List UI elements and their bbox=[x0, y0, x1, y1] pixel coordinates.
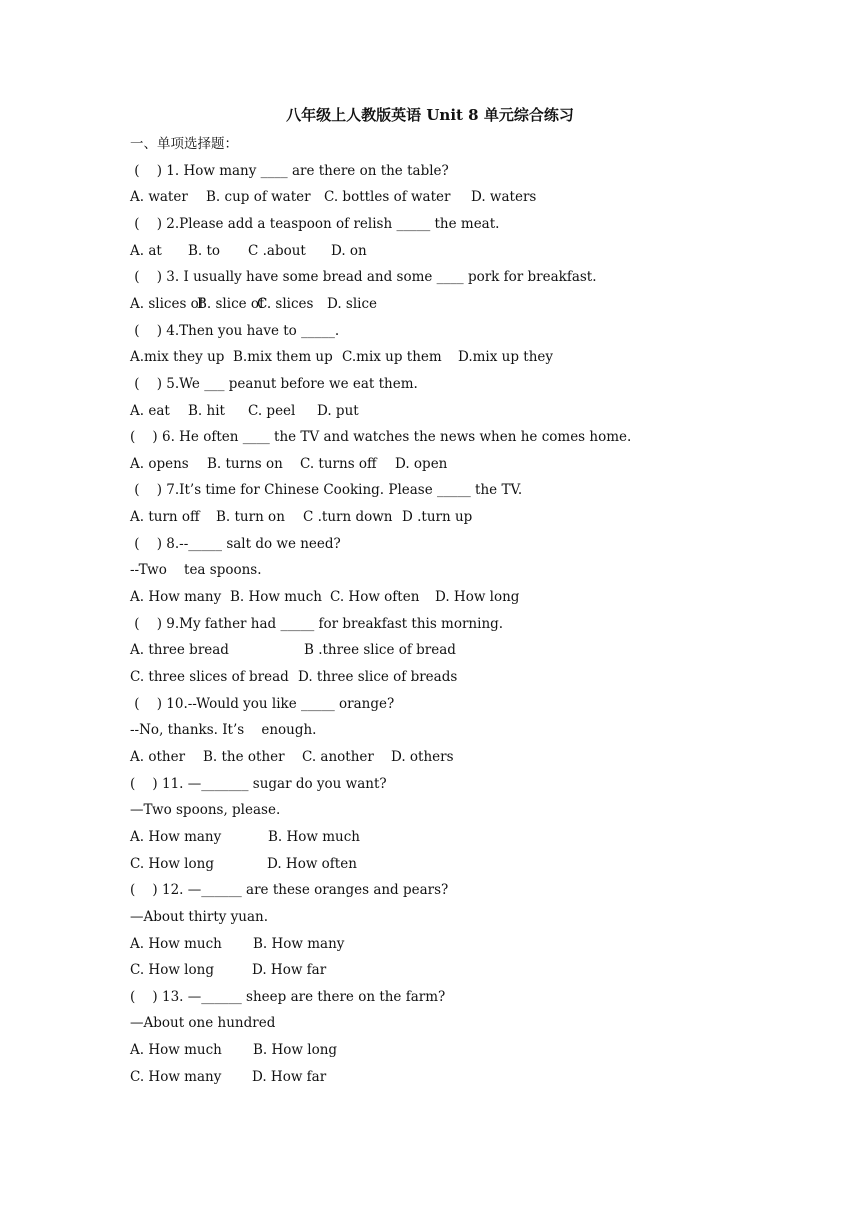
document-title: 八年级上人教版英语 Unit 8 单元综合练习 bbox=[286, 106, 574, 124]
option-c: C. another bbox=[302, 748, 374, 765]
option-c: C. How often bbox=[330, 589, 420, 606]
option-a: A. How much bbox=[130, 935, 222, 952]
option-b: B. the other bbox=[203, 748, 285, 765]
option-c: C.mix up them bbox=[342, 349, 442, 366]
option-d: D. on bbox=[331, 242, 367, 259]
option-b: B .three slice of bread bbox=[304, 642, 456, 659]
option-c: C. How many bbox=[130, 1068, 222, 1085]
option-a: A. three bread bbox=[130, 642, 229, 659]
option-b: B. How much bbox=[230, 589, 323, 606]
option-d: D. How far bbox=[252, 1068, 327, 1085]
option-c: C .about bbox=[248, 242, 306, 259]
question-stem: ( ) 2.Please add a teaspoon of relish _____ the meat. bbox=[130, 215, 500, 232]
option-d: D. three slice of breads bbox=[298, 669, 458, 685]
question-stem: ( ) 5.We ___ peanut before we eat them. bbox=[130, 375, 418, 392]
option-b: B. How long bbox=[253, 1042, 338, 1059]
option-c: C. How long bbox=[130, 962, 214, 979]
option-b: B. How many bbox=[253, 935, 345, 952]
option-c: C. slices bbox=[257, 295, 314, 312]
dialogue-line: --No, thanks. It’s enough. bbox=[130, 722, 317, 739]
dialogue-line: —About thirty yuan. bbox=[130, 908, 269, 925]
dialogue-line: —Two spoons, please. bbox=[130, 802, 281, 819]
option-a: A. How much bbox=[130, 1042, 222, 1059]
dialogue-line: —About one hundred bbox=[130, 1015, 276, 1032]
section-heading: 一、单项选择题： bbox=[130, 136, 238, 152]
option-d: D .turn up bbox=[402, 509, 473, 526]
option-b: B. to bbox=[188, 242, 221, 259]
option-b: B. How much bbox=[268, 828, 361, 845]
option-b: B. turns on bbox=[207, 455, 283, 472]
question-stem: ( ) 11. —_______ sugar do you want? bbox=[130, 775, 387, 792]
option-c: C. How long bbox=[130, 855, 214, 872]
option-c: C. peel bbox=[248, 402, 296, 419]
option-b: B. slice of bbox=[197, 295, 265, 312]
question-stem: ( ) 1. How many ____ are there on the table? bbox=[130, 162, 449, 179]
option-a: A. eat bbox=[130, 402, 170, 419]
option-b: B.mix them up bbox=[233, 349, 333, 366]
question-stem: ( ) 3. I usually have some bread and some ____ pork for breakfast. bbox=[130, 269, 597, 286]
question-stem: ( ) 4.Then you have to _____. bbox=[130, 322, 340, 339]
option-a: A. How many bbox=[130, 828, 222, 845]
option-a: A. at bbox=[130, 242, 162, 259]
option-b: B. turn on bbox=[216, 509, 285, 526]
option-c: C. three slices of bread bbox=[130, 669, 289, 685]
option-a: A. turn off bbox=[130, 509, 200, 526]
option-d: D. waters bbox=[471, 189, 537, 206]
question-stem: ( ) 13. —______ sheep are there on the farm? bbox=[130, 988, 446, 1005]
question-stem: ( ) 10.--Would you like _____ orange? bbox=[130, 695, 395, 712]
option-d: D. How often bbox=[267, 855, 357, 872]
question-stem: ( ) 8.--_____ salt do we need? bbox=[130, 535, 341, 552]
question-stem: ( ) 9.My father had _____ for breakfast this morning. bbox=[130, 615, 504, 632]
option-c: C. bottles of water bbox=[324, 189, 451, 206]
option-c: C .turn down bbox=[303, 509, 393, 526]
option-b: B. hit bbox=[188, 402, 225, 419]
option-a: A. water bbox=[130, 189, 188, 206]
question-stem: ( ) 7.It’s time for Chinese Cooking. Please _____ the TV. bbox=[130, 482, 523, 499]
dialogue-line: --Two tea spoons. bbox=[130, 562, 262, 579]
question-stem: ( ) 6. He often ____ the TV and watches the news when he comes home. bbox=[130, 429, 632, 446]
question-stem: ( ) 12. —______ are these oranges and pears? bbox=[130, 882, 449, 899]
option-a: A. other bbox=[130, 748, 186, 765]
option-d: D. put bbox=[317, 402, 359, 419]
option-a: A. slices of bbox=[130, 295, 204, 312]
option-d: D. How long bbox=[435, 589, 520, 606]
option-d: D. others bbox=[391, 748, 454, 765]
option-d: D. open bbox=[395, 455, 448, 472]
option-b: B. cup of water bbox=[206, 189, 311, 206]
option-d: D. How far bbox=[252, 962, 327, 979]
option-a: A. How many bbox=[130, 589, 222, 606]
option-d: D. slice bbox=[327, 295, 378, 312]
option-a: A. opens bbox=[130, 455, 189, 472]
option-c: C. turns off bbox=[300, 455, 377, 472]
option-a: A.mix they up bbox=[130, 349, 225, 366]
option-d: D.mix up they bbox=[458, 349, 554, 366]
